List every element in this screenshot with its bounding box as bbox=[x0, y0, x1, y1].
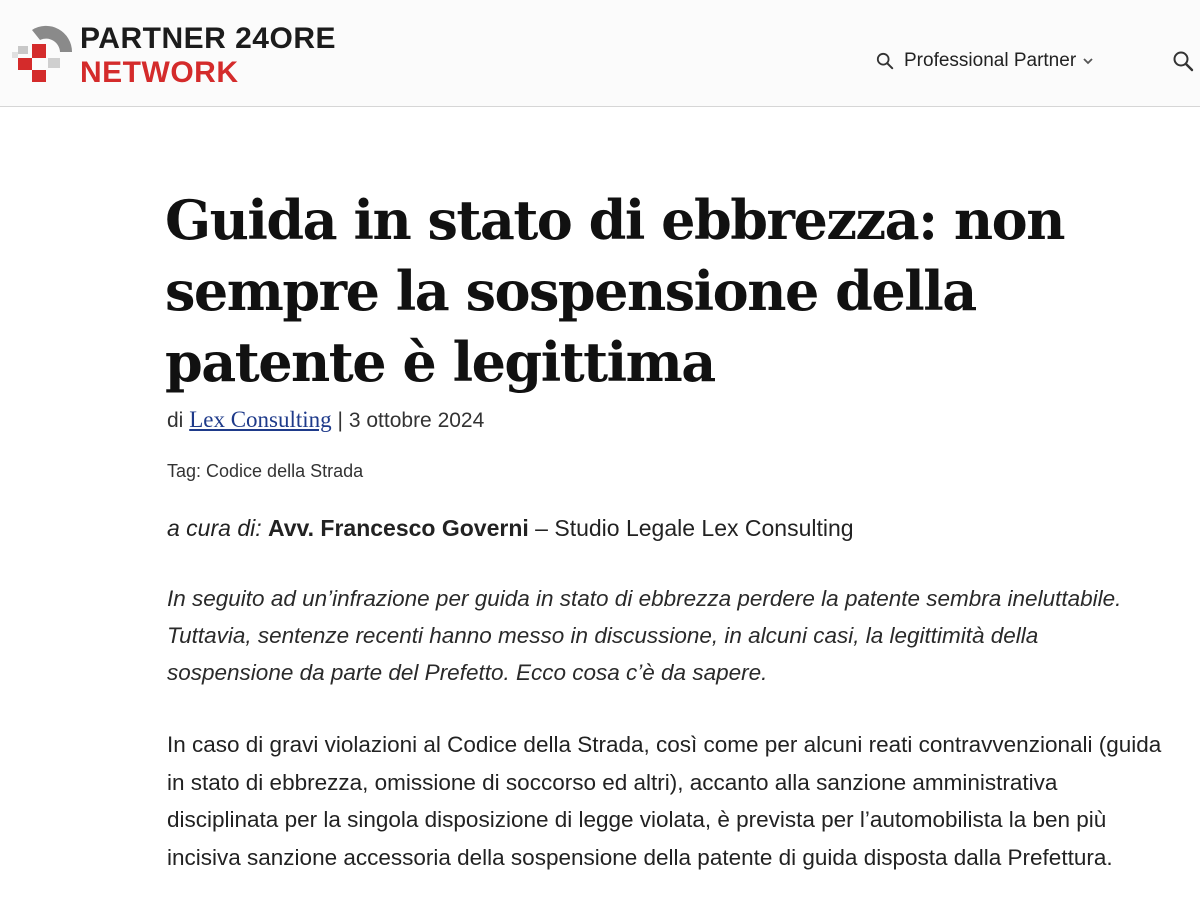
logo-mark-icon bbox=[10, 22, 80, 86]
curator-line bbox=[167, 515, 854, 542]
search-icon bbox=[876, 52, 894, 70]
publish-date: 3 ottobre 2024 bbox=[348, 409, 485, 432]
logo-text bbox=[80, 22, 336, 90]
search-icon[interactable] bbox=[1172, 50, 1194, 72]
article-paragraph: In caso di gravi violazioni al Codice della Strada, così come per alcuni reati contravvenzionali (guida in stato di ebbrezza, omissione di soccorso ed altri), accanto alla sanzione amministrativa disciplinata per la singola disposizione di legge violata, è prevista per l’automobilista la ben più incisiva sanzione accessoria della sospensione della patente di guida disposta dalla Prefettura. bbox=[167, 732, 1162, 870]
site-logo[interactable] bbox=[10, 22, 390, 90]
author-link[interactable]: Lex Consulting bbox=[189, 407, 332, 432]
professional-partner-menu[interactable] bbox=[876, 46, 1094, 76]
article-lead: In seguito ad un’infrazione per guida in stato di ebbrezza perdere la patente sembra ineluttabile. Tuttavia, sentenze recenti hanno messo in discussione, in alcuni casi, la legittimità della sospensione da parte del Prefetto. Ecco cosa c’è da sapere. bbox=[167, 586, 1122, 685]
curator-name: Avv. Francesco Governi bbox=[268, 515, 529, 541]
site-header bbox=[0, 0, 1200, 107]
curator-prefix: a cura di: bbox=[167, 515, 262, 541]
byline-separator: | bbox=[337, 409, 343, 432]
chevron-down-icon bbox=[1082, 55, 1094, 67]
logo-line2: NETWORK bbox=[80, 56, 239, 89]
curator-affiliation: – Studio Legale Lex Consulting bbox=[535, 515, 854, 541]
byline-prefix: di bbox=[167, 409, 184, 432]
logo-line1: PARTNER 24ORE bbox=[80, 22, 336, 55]
byline bbox=[167, 407, 484, 433]
professional-partner-label: Professional Partner bbox=[904, 50, 1077, 71]
article-title: Guida in stato di ebbrezza: non sempre la sospensione della patente è legittima bbox=[165, 188, 1064, 394]
article-tag[interactable]: Tag: Codice della Strada bbox=[167, 461, 364, 481]
